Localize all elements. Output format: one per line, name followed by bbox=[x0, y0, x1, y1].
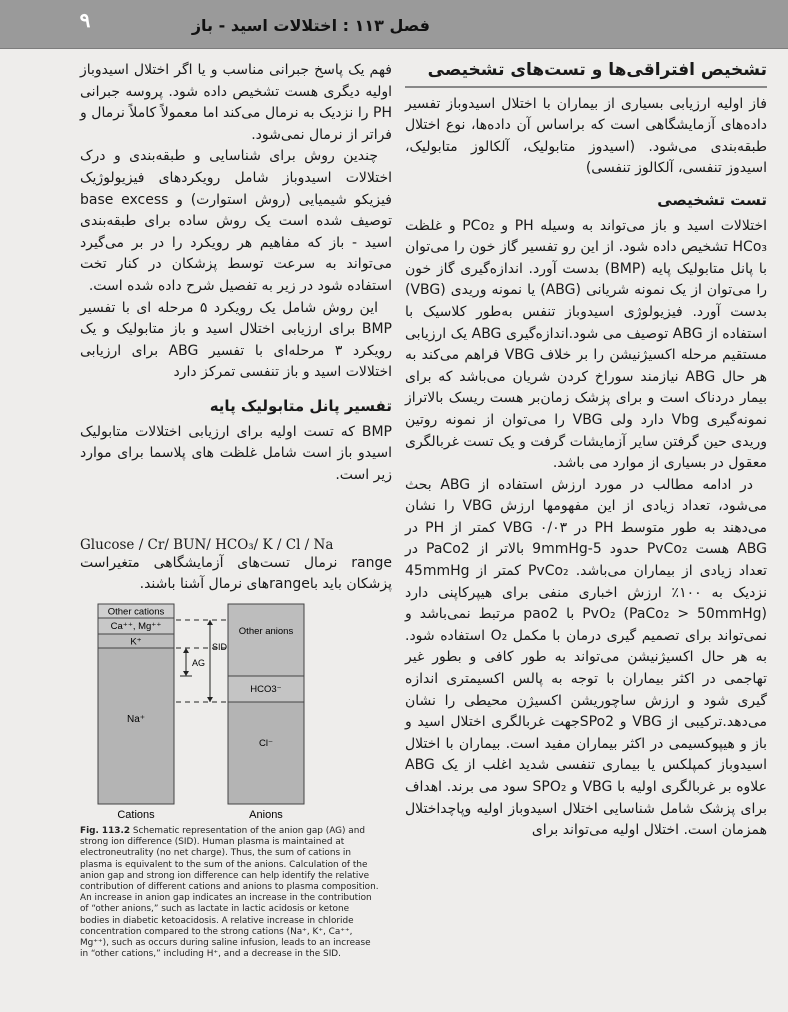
sid-arrow-head bbox=[207, 620, 213, 625]
bmp-heading: تفسیر پانل متابولیک پایه bbox=[209, 396, 392, 415]
ag-arrow-tail bbox=[183, 671, 189, 676]
sid-arrow-tail bbox=[207, 697, 213, 702]
ca-mg-label: Ca⁺⁺, Mg⁺⁺ bbox=[110, 621, 162, 632]
paragraph: BMP که تست اولیه برای ارزیابی اختلالات متابولیک اسیدو باز است شامل غلظت های پلاسما برای موارد زیر است. bbox=[80, 423, 392, 483]
other-anions-label: Other anions bbox=[238, 626, 294, 637]
figure-caption bbox=[80, 826, 380, 960]
anions-label: Anions bbox=[249, 809, 283, 820]
ag-arrow-head bbox=[183, 648, 189, 653]
k-label: K⁺ bbox=[130, 636, 142, 648]
intro-paragraph: فاز اولیه ارزیابی بسیاری از بیماران با اختلال اسیدوباز تفسیر داده‌های آزمایشگاهی است که براساس آن داده‌ها، نوع اختلال طبقه‌بندی می‌شود. (اسیدوز متابولیک، آلکالوز متابولیک، اسیدوز تنفسی، آلکالوز تنفسی) bbox=[405, 95, 767, 177]
page-number: ۹ bbox=[79, 8, 91, 32]
paragraph: فهم یک پاسخ جبرانی مناسب و یا اگر اختلال اسیدوباز اولیه دیگری هست تشخیص داده شود. پروسه جبرانی PH را نزدیک به نرمال می‌کند اما معمولاً کاملاً نرمال و فراتر از نرمال نمی‌شود. bbox=[80, 62, 392, 143]
hco3-label: HCO3⁻ bbox=[250, 684, 282, 695]
ag-label: AG bbox=[192, 658, 206, 668]
page-header bbox=[0, 0, 788, 49]
bmp-formula: Glucose / Cr/ BUN/ HCO₃/ K / Cl / Na bbox=[80, 537, 334, 553]
other-anions-block bbox=[228, 604, 304, 676]
section-divider bbox=[405, 86, 767, 88]
caption-text: Schematic representation of the anion gap (AG) and strong ion difference (SID). Human plasma is maintained at electroneutrality (no net charge). Thus, the sum of cations in plasma is equivalent to the sum of the anions. Calculation of the anion gap and strong ion difference can help identify the relative contribution of different cations and anions to plasma composition. An increase in anion gap indicates an increase in the contribution of “other anions,” such as lactate in lactic acidosis or ketone bodies in diabetic ketoacidosis. A relative increase in chloride concentration compared to the strong cations (Na⁺, K⁺, Ca⁺⁺, Mg⁺⁺), such as occurs during saline infusion, leads to an increase in “other cations,” including H⁺, and a decrease in the SID. bbox=[80, 826, 379, 960]
chapter-title: فصل ۱۱۳ : اختلالات اسید - باز bbox=[191, 16, 430, 35]
left-column bbox=[80, 60, 392, 486]
paragraph: در ادامه مطالب در مورد ارزش استفاده از ABG بحث می‌شود، تعداد زیادی از این مفهومها ارزش VBG را نشان می‌دهند به طور متوسط PH در VBG ۰/۰۳ کمتر از PH در ABG هست PvCo₂ حدود 5-9mmHg بالاتر از PaCo2 در تعداد زیادی از بیماران می‌باشد. PvCo₂ کمتر از 45mmHg نزدیک به ۱۰۰٪ ارزش اخباری منفی برای هیپرکاپنی دارد (PvO₂ (PaCo₂ > 50mmHg با pao2 مرتبط نمی‌باشد و نمی‌تواند برای تصمیم گیری درمان با مکمل O₂ استفاده شود. به هر حال اکسیژنیشن می‌تواند به طور کافی و بطور غیر تهاجمی در اکثر بیماران با توجه به پالس اکسیمتری اندازه گیری شود و ارزش ساچوریشن اکسیژن محیطی را نشان می‌دهد.ترکیبی از VBG و SPo2جهت غربالگری اختلال اسید و باز و هیپوکسیمی در اکثر بیماران مفید است. بیماران با اختلال اسیدوباز کمپلکس یا بیماری تنفسی شدید اغلب از یک ABG علاوه بر غربالگری اولیه با VBG و SPO₂ سود می برند. اهداف برای پزشک شامل شناسایی اختلال اسیدوباز اولیه وپاچداختلال همزمان است. اختلال اولیه می‌تواند برای bbox=[405, 476, 767, 839]
paragraph: range نرمال تست‌های آزمایشگاهی متغیراست پزشکان باید باrangeهای نرمال آشنا باشند. bbox=[80, 555, 392, 592]
paragraph: اختلالات اسید و باز می‌تواند به وسیله PH و PCo₂ و غلظت HCo₃ تشخیص داده شود. از این رو تفسیر گاز خون را می‌توان با پانل متابولیک پایه (BMP) بدست آورد. اندازه‌گیری گاز خون را می‌توان از یک نمونه شریانی (ABG) یا نمونه وریدی (VBG) بدست آورد. فیزیولوژی اسیدوباز تنفس به‌طور کلاسیک با استفاده از ABG توصیف می شود.اندازه‌گیری ABG یک ارزیابی مستقیم مرحله اکسیژنیشن را بر خلاف VBG فراهم می‌کند به هر حال ABG نیازمند سوراخ کردن شریان می‌باشد که برای بیمار دردناک است و برای پزشک زمان‌بر هست ریسک بالاتراز نمونه‌گیری Vbg دارد ولی VBG را می‌توان از نمونه روتین وریدی حین گرفتن سایر آزمایشات گرفت و یک تست غربالگری معقول در بسیاری از موارد می باشد. bbox=[405, 217, 768, 472]
caption-label: Fig. 113.2 bbox=[80, 826, 130, 836]
anion-gap-diagram bbox=[80, 598, 370, 820]
na-label: Na⁺ bbox=[126, 714, 146, 725]
cations-label: Cations bbox=[117, 809, 155, 820]
right-column bbox=[405, 60, 767, 842]
other-cations-label: Other cations bbox=[107, 606, 165, 618]
section-title: تشخیص افتراقی‌ها و تست‌های تشخیصی bbox=[427, 60, 767, 80]
anion-gap-figure bbox=[80, 598, 370, 820]
sid-label: SID bbox=[212, 642, 228, 652]
cl-label: Cl⁻ bbox=[259, 738, 273, 749]
paragraph: چندین روش برای شناسایی و طبقه‌بندی و درک اختلالات اسیدوباز شامل رویکردهای فیزیولوژیک فیزیکو شیمیایی (روش استوارت) و base excess توصیف شده است یک روش ساده برای طبقه‌بندی اسید - باز که مفاهیم هر رویکرد را در بر می‌گیرد می‌تواند به سرعت توسط پزشکان در کنار تخت استفاده شود در زیر به تفصیل شرح داده شده است. bbox=[80, 148, 392, 294]
diagnostic-test-heading: تست تشخیصی bbox=[657, 190, 767, 209]
paragraph: این روش شامل یک رویکرد ۵ مرحله ای با تفسیر BMP برای ارزیابی اختلال اسید و باز متابولیک و یک رویکرد ۳ مرحله‌ای با تفسیر ABG برای ارزیابی اختلالات اسید و باز تنفسی تمرکز دارد bbox=[80, 299, 392, 381]
